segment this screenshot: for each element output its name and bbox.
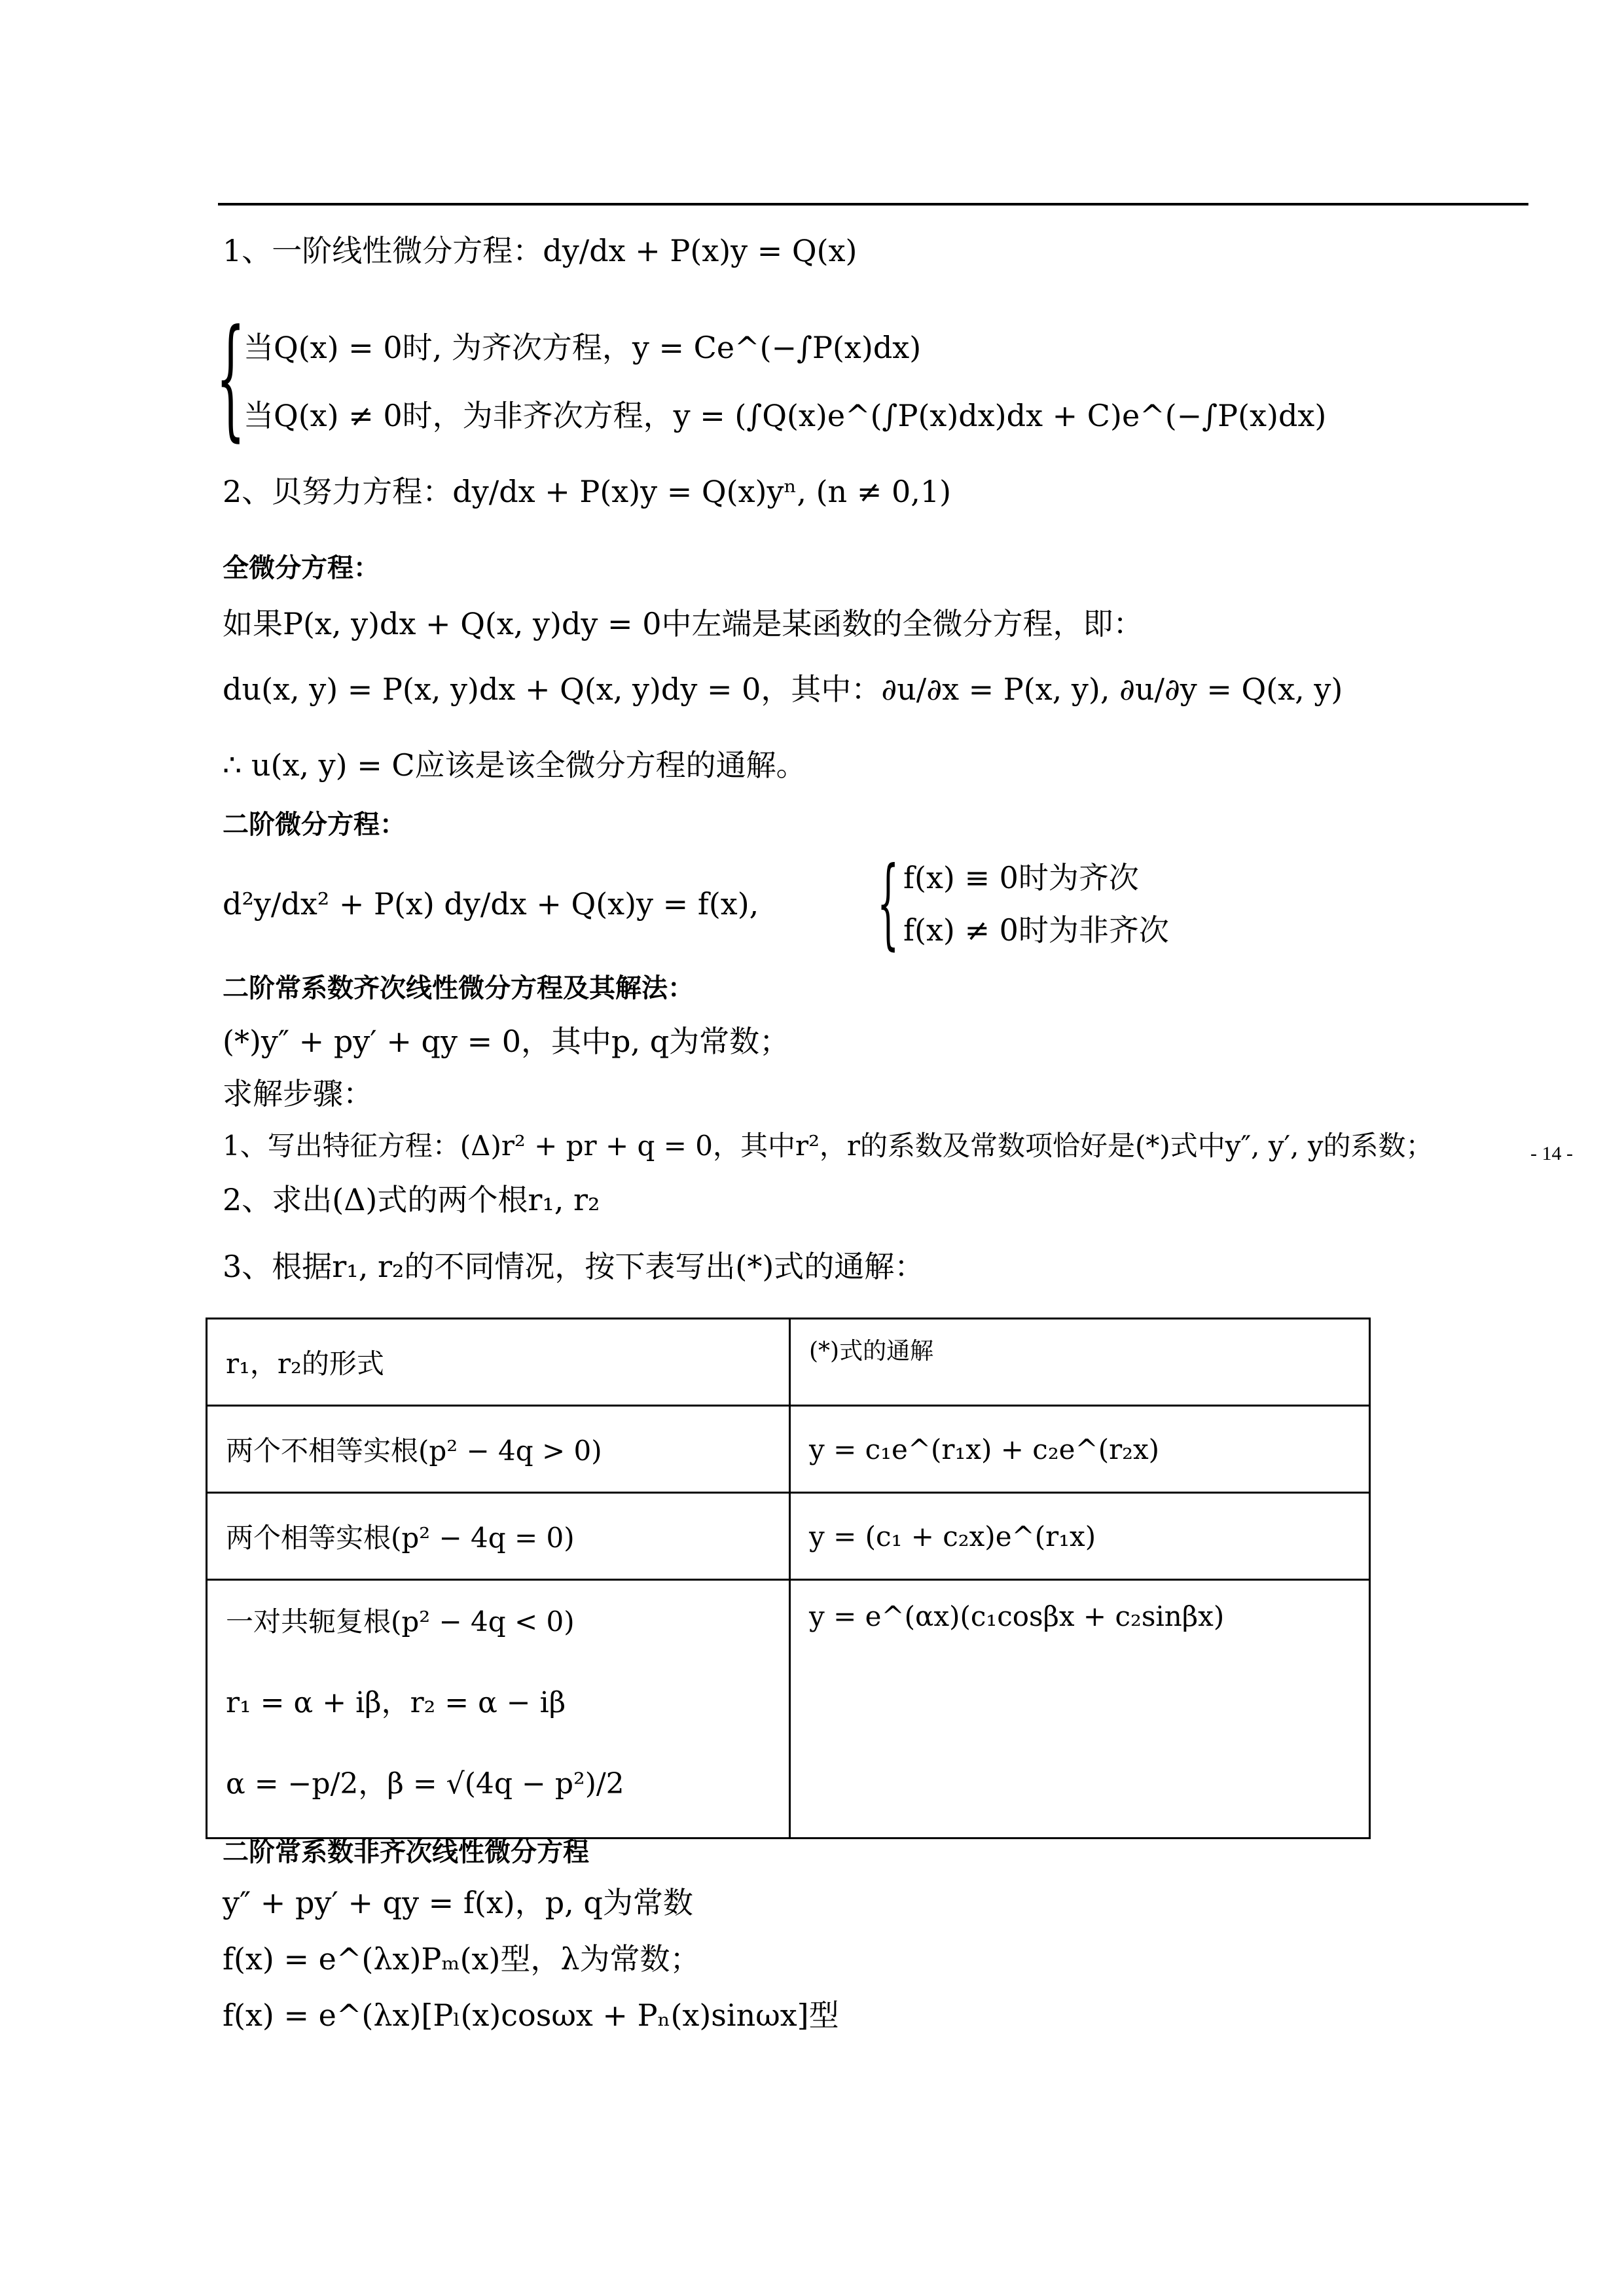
sec1-heading: 1、一阶线性微分方程：dy/dx + P(x)y = Q(x) bbox=[223, 233, 857, 268]
total-l2: du(x, y) = P(x, y)dx + Q(x, y)dy = 0，其中：∂u/∂x = P(x, y), ∂u/∂y = Q(x, y) bbox=[223, 672, 1343, 707]
homog-step3: 3、根据r₁, r₂的不同情况，按下表写出(*)式的通解： bbox=[223, 1249, 925, 1284]
second-eq: d²y/dx² + P(x) dy/dx + Q(x)y = f(x), bbox=[223, 886, 759, 922]
total-l3: ∴ u(x, y) = C应该是该全微分方程的通解。 bbox=[223, 747, 806, 783]
nonhomog-title: 二阶常系数非齐次线性微分方程 bbox=[223, 1837, 589, 1867]
nonhomog-l2: f(x) = e^(λx)Pₘ(x)型，λ为常数； bbox=[223, 1941, 700, 1977]
header-rule bbox=[218, 203, 1528, 206]
second-case2: f(x) ≠ 0时为非齐次 bbox=[903, 912, 1169, 948]
table-row-solution: y = (c₁ + c₂x)e^(r₁x) bbox=[790, 1493, 1370, 1580]
homog-l2: 求解步骤： bbox=[223, 1076, 373, 1111]
solution-table bbox=[206, 1318, 1371, 1839]
table-row-form: 两个不相等实根(p² − 4q > 0) bbox=[207, 1406, 790, 1493]
sec2-heading: 2、贝努力方程：dy/dx + P(x)y = Q(x)yⁿ, (n ≠ 0,1) bbox=[223, 474, 952, 509]
sec1-case1: 当Q(x) = 0时, 为齐次方程，y = Ce^(−∫P(x)dx) bbox=[244, 330, 922, 365]
table-header-form: r₁，r₂的形式 bbox=[207, 1319, 790, 1406]
table-row-solution: y = e^(αx)(c₁cosβx + c₂sinβx) bbox=[790, 1580, 1370, 1839]
table-row bbox=[207, 1406, 1370, 1493]
homog-l1: (*)y″ + py′ + qy = 0，其中p, q为常数； bbox=[223, 1024, 790, 1059]
table-row-form-roots: r₁ = α + iβ，r₂ = α − iβ bbox=[226, 1686, 566, 1719]
table-row-form-line: 一对共轭复根(p² − 4q < 0) bbox=[226, 1605, 575, 1638]
homog-step2: 2、求出(Δ)式的两个根r₁, r₂ bbox=[223, 1182, 600, 1217]
table-row-solution: y = c₁e^(r₁x) + c₂e^(r₂x) bbox=[790, 1406, 1370, 1493]
brace-icon: { bbox=[877, 846, 899, 960]
sec1-case2: 当Q(x) ≠ 0时，为非齐次方程，y = (∫Q(x)e^(∫P(x)dx)dx + C)e^(−∫P(x)dx) bbox=[244, 398, 1327, 433]
table-row-form: 两个相等实根(p² − 4q = 0) bbox=[207, 1493, 790, 1580]
page-number: - 14 - bbox=[1530, 1143, 1573, 1164]
second-case1: f(x) ≡ 0时为齐次 bbox=[903, 860, 1139, 895]
nonhomog-l1: y″ + py′ + qy = f(x)，p, q为常数 bbox=[223, 1885, 693, 1920]
table-row-form bbox=[207, 1580, 790, 1839]
table-row bbox=[207, 1493, 1370, 1580]
table-row bbox=[207, 1580, 1370, 1839]
table-row-form-params: α = −p/2，β = √(4q − p²)/2 bbox=[226, 1767, 624, 1801]
total-title: 全微分方程： bbox=[223, 553, 380, 583]
table-header-row bbox=[207, 1319, 1370, 1406]
homog-step1: 1、写出特征方程：(Δ)r² + pr + q = 0，其中r²，r的系数及常数项恰好是(*)式中y″, y′, y的系数； bbox=[223, 1130, 1434, 1162]
nonhomog-l3: f(x) = e^(λx)[Pₗ(x)cosωx + Pₙ(x)sinωx]型 bbox=[223, 1998, 839, 2033]
second-title: 二阶微分方程： bbox=[223, 810, 406, 840]
table-header-solution: (*)式的通解 bbox=[790, 1319, 1370, 1406]
brace-icon: { bbox=[216, 302, 245, 454]
homog-title: 二阶常系数齐次线性微分方程及其解法： bbox=[223, 973, 694, 1003]
total-l1: 如果P(x, y)dx + Q(x, y)dy = 0中左端是某函数的全微分方程，即： bbox=[223, 606, 1144, 641]
